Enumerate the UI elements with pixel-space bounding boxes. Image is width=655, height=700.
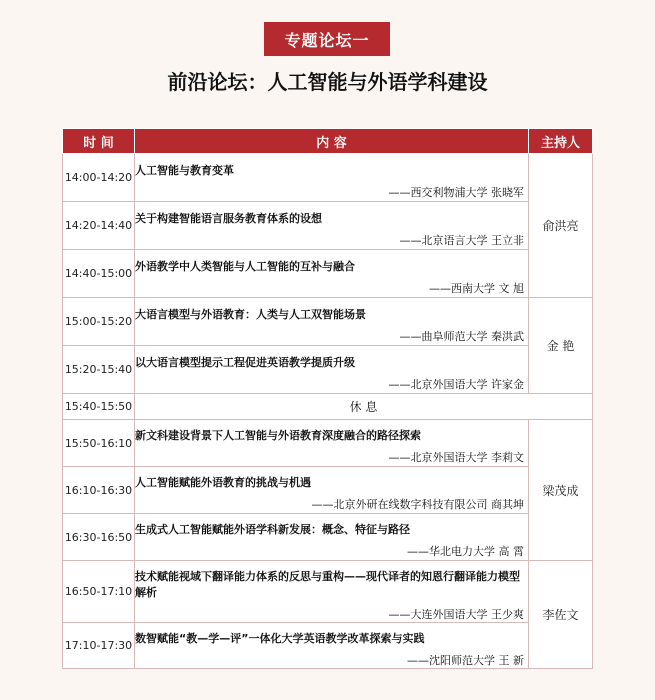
- header-time: 时 间: [63, 129, 135, 154]
- talk-title: 新文科建设背景下人工智能与外语教育深度融合的路径探索: [135, 429, 421, 442]
- host-cell: 李佐文: [529, 561, 593, 669]
- session-content: [135, 250, 529, 298]
- break-row: [63, 394, 593, 420]
- talk-title: 大语言模型与外语教育：人类与人工双智能场景: [135, 307, 366, 321]
- break-label: 休 息: [135, 394, 593, 420]
- host-cell: 金 艳: [529, 298, 593, 394]
- talk-speaker: ——沈阳师范大学 王 新: [407, 653, 524, 667]
- talk-title: 技术赋能视域下翻译能力体系的反思与重构——现代译者的知恩行翻译能力模型解析: [135, 569, 520, 599]
- table-row: [63, 467, 593, 514]
- session-content: [135, 202, 529, 250]
- table-row: [63, 561, 593, 623]
- session-content: [135, 514, 529, 561]
- table-row: [63, 250, 593, 298]
- table-row: [63, 202, 593, 250]
- session-content: [135, 298, 529, 346]
- schedule-table: [62, 128, 593, 669]
- talk-speaker: ——北京外国语大学 许家金: [388, 377, 524, 391]
- talk-speaker: ——大连外国语大学 王少爽: [388, 607, 524, 621]
- talk-title: 关于构建智能语言服务教育体系的设想: [135, 211, 322, 225]
- session-time: 16:50-17:10: [63, 561, 135, 623]
- session-content: [135, 420, 529, 467]
- talk-speaker: ——华北电力大学 高 霄: [407, 545, 524, 558]
- table-row: [63, 623, 593, 669]
- session-time: 15:50-16:10: [63, 420, 135, 467]
- session-content: [135, 623, 529, 669]
- talk-speaker: ——北京外研在线数字科技有限公司 商其坤: [311, 498, 524, 511]
- forum-subtitle: 前沿论坛：人工智能与外语学科建设: [167, 70, 488, 94]
- talk-title: 外语教学中人类智能与人工智能的互补与融合: [135, 259, 355, 273]
- session-time: 15:00-15:20: [63, 298, 135, 346]
- talk-speaker: ——西南大学 文 旭: [429, 281, 524, 295]
- session-content: [135, 467, 529, 514]
- header-content: 内 容: [135, 129, 529, 154]
- table-header-row: [63, 129, 593, 154]
- session-content: [135, 346, 529, 394]
- table-row: [63, 514, 593, 561]
- header-host: 主持人: [529, 129, 593, 154]
- table-row: [63, 346, 593, 394]
- session-content: [135, 154, 529, 202]
- talk-speaker: ——北京外国语大学 李莉文: [388, 451, 524, 464]
- talk-title: 人工智能与教育变革: [135, 163, 234, 177]
- talk-speaker: ——西交利物浦大学 张晓军: [388, 185, 524, 199]
- forum-banner: 专题论坛一: [264, 22, 390, 56]
- talk-title: 以大语言模型提示工程促进英语教学提质升级: [135, 355, 355, 369]
- session-time: 15:20-15:40: [63, 346, 135, 394]
- table-row: [63, 154, 593, 202]
- talk-speaker: ——曲阜师范大学 秦洪武: [399, 329, 524, 343]
- session-time: 14:00-14:20: [63, 154, 135, 202]
- session-time: 17:10-17:30: [63, 623, 135, 669]
- session-time: 14:20-14:40: [63, 202, 135, 250]
- host-cell: 梁茂成: [529, 420, 593, 561]
- host-cell: 俞洪亮: [529, 154, 593, 298]
- talk-title: 数智赋能“教—学—评”一体化大学英语教学改革探索与实践: [135, 631, 425, 645]
- talk-speaker: ——北京语言大学 王立非: [399, 233, 524, 247]
- talk-title: 人工智能赋能外语教育的挑战与机遇: [135, 476, 311, 489]
- session-time: 16:30-16:50: [63, 514, 135, 561]
- session-time: 16:10-16:30: [63, 467, 135, 514]
- session-content: [135, 561, 529, 623]
- talk-title: 生成式人工智能赋能外语学科新发展：概念、特征与路径: [135, 523, 410, 536]
- session-time: 15:40-15:50: [63, 394, 135, 420]
- table-row: [63, 420, 593, 467]
- table-row: [63, 298, 593, 346]
- session-time: 14:40-15:00: [63, 250, 135, 298]
